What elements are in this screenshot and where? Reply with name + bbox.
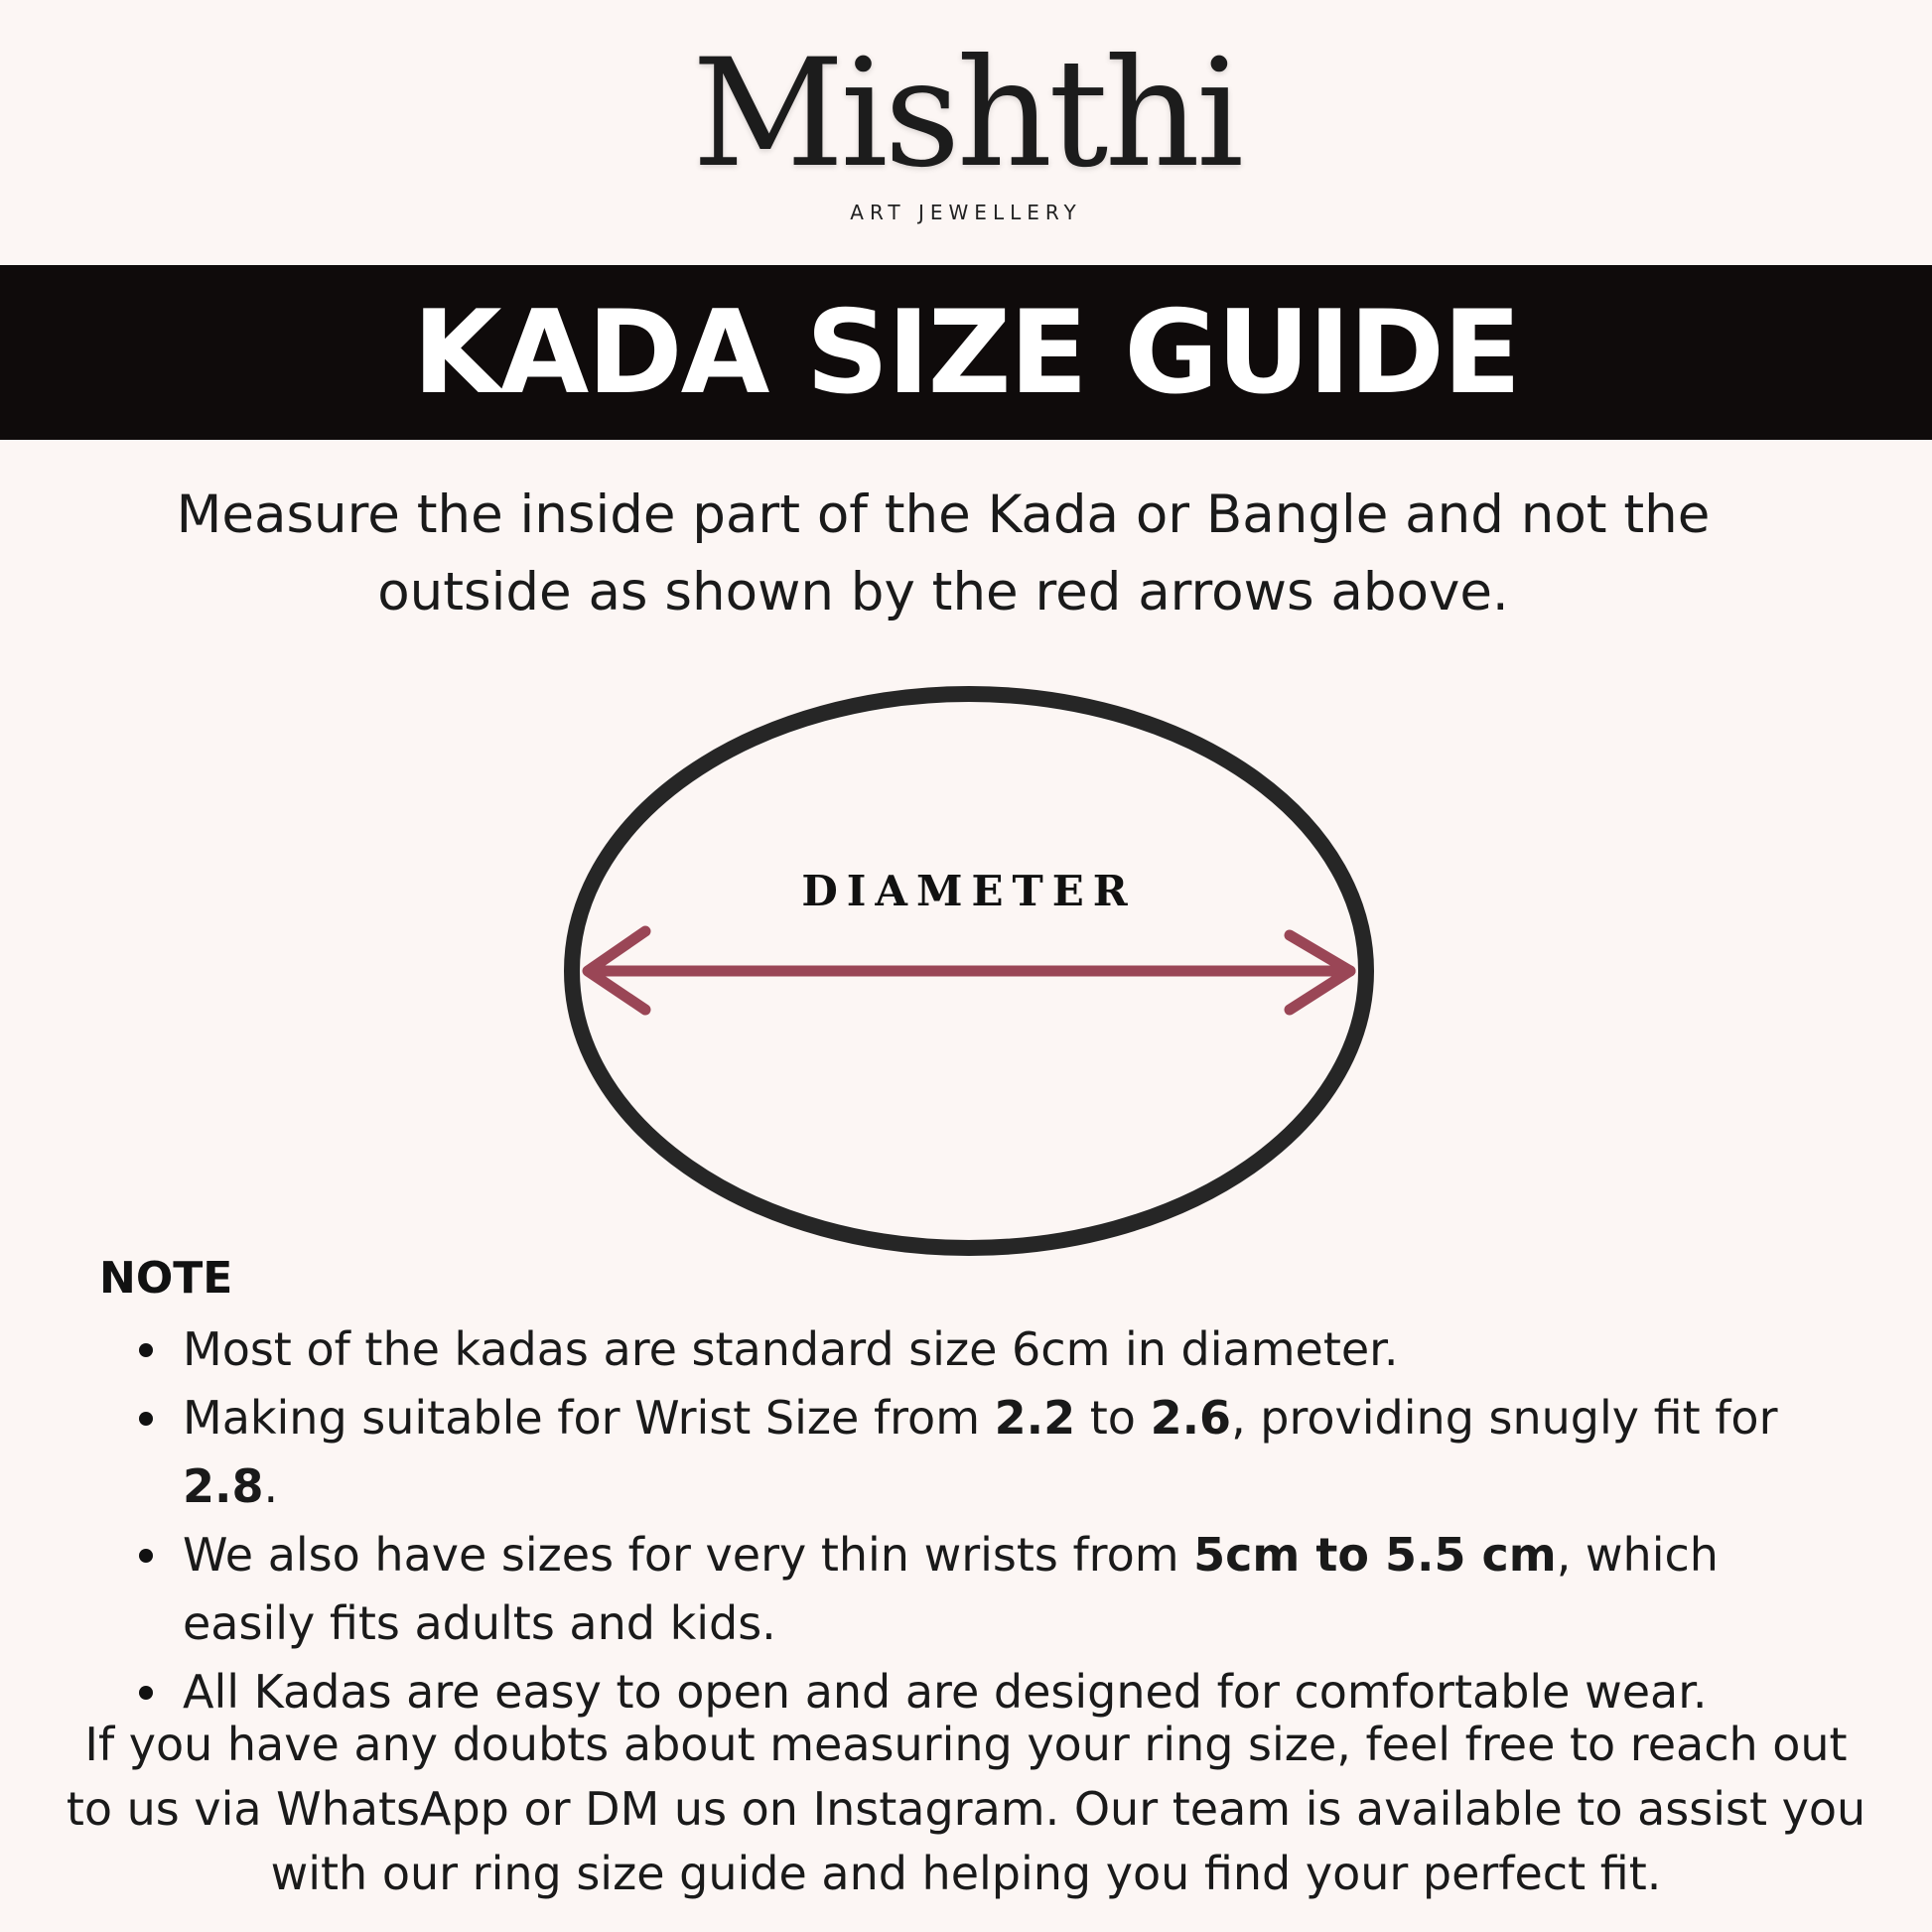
bullet-icon	[139, 1686, 153, 1700]
intro-text: Measure the inside part of the Kada or Bangle and not the outside as shown by the red arrows above.	[176, 484, 1711, 622]
bullet-icon	[139, 1549, 153, 1563]
note-item: Most of the kadas are standard size 6cm in diameter.	[99, 1315, 1847, 1384]
note-heading: NOTE	[99, 1253, 233, 1304]
kada-diagram	[516, 675, 1430, 1271]
kada-diagram-svg	[516, 675, 1430, 1271]
brand-name: Mishthi	[691, 28, 1240, 201]
diameter-label: DIAMETER	[801, 867, 1137, 915]
wrist-size-snug: 2.8	[183, 1459, 264, 1513]
wrist-size-max: 2.6	[1150, 1391, 1232, 1445]
note-item: We also have sizes for very thin wrists from 5cm to 5.5 cm, which easily fits adults and kids.	[99, 1521, 1847, 1658]
bullet-icon	[139, 1412, 153, 1426]
title-banner	[0, 265, 1932, 440]
footer-text: If you have any doubts about measuring your ring size, feel free to reach out to us via WhatsApp or DM us on Instagram. Our team is available to assist you with our ring size guide and helping you find your perfect fit.	[66, 1718, 1866, 1900]
note-list	[99, 1315, 1847, 1726]
thin-wrist-range: 5cm to 5.5 cm	[1193, 1528, 1557, 1582]
note-item: All Kadas are easy to open and are designed for comfortable wear.	[99, 1658, 1847, 1726]
bullet-icon	[139, 1343, 153, 1357]
wrist-size-min: 2.2	[994, 1391, 1076, 1445]
page-title: KADA SIZE GUIDE	[412, 285, 1520, 420]
note-item: Making suitable for Wrist Size from 2.2 to 2.6, providing snugly fit for 2.8.	[99, 1384, 1847, 1521]
brand-tagline: ART JEWELLERY	[850, 201, 1082, 224]
brand-logo	[0, 28, 1932, 224]
